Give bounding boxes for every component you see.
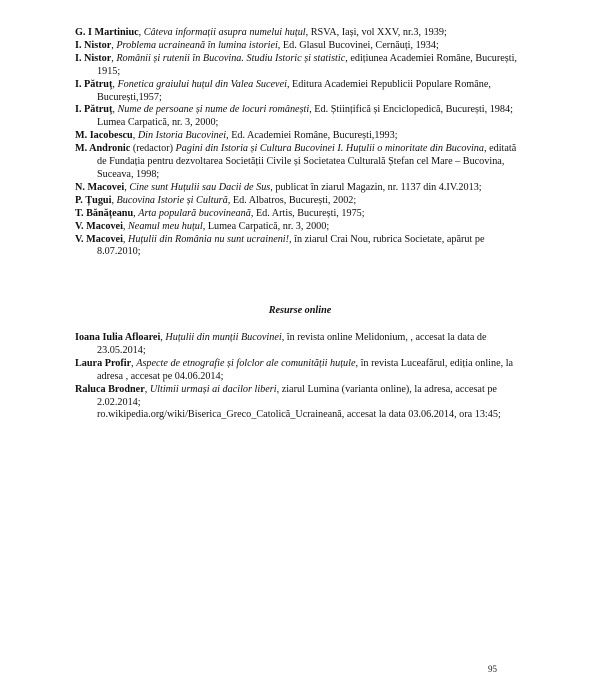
bibliography-entry: V. Macovei, Neamul meu huțul, Lumea Carpatică, nr. 3, 2000; (75, 220, 330, 232)
entry-details: , ziarul Lumina (varianta online), la adresa, accesat pe 2.02.2014; (97, 383, 497, 408)
bibliography-entry: V. Macovei, Huțulii din România nu sunt ucraineni!, în ziarul Crai Nou, rubrica Societate, apărut pe 8.07.2010; (75, 233, 485, 258)
entry-title: Aspecte de etnografie și folclor ale comunității huțule (136, 357, 356, 369)
entry-details: , Ed. Științifică și Enciclopedică, București, 1984; (309, 104, 513, 116)
entry-title: Arta populară bucovineană (138, 207, 251, 219)
entry-details: , în revista Luceafărul, ediția online, la adresa , accesat pe 04.06.2014; (97, 357, 514, 382)
entry-details: , Ed. Albatros, București, 2002; (227, 194, 357, 206)
entry-title: Neamul meu huțul (128, 220, 203, 232)
entry-author: Ioana Iulia Afloarei (75, 332, 161, 343)
entry-title: Cine sunt Huțulii sau Dacii de Sus (129, 181, 271, 193)
entry-details: , edițiunea Academiei Române, București, 1915; (97, 52, 517, 77)
entry-title: Pagini din Istoria și Cultura Bucovinei I. Huțulii o minoritate din Bucovina (175, 143, 484, 155)
entry-details: , în revista online Melidonium, , accesat la data de 23.05.2014; (97, 332, 487, 356)
entry-author: T. Bănățeanu (75, 207, 134, 219)
entry-title: Bucovina Istorie și Cultură (116, 194, 228, 206)
bibliography-list (75, 27, 525, 259)
bibliography-entry (75, 117, 525, 130)
entry-author: P. Țugui (75, 194, 112, 206)
entry-author: I. Nistor (75, 52, 112, 64)
entry-details: , publicat în ziarul Magazin, nr. 1137 din 4.IV.2013; (270, 181, 482, 193)
bibliography-entry: N. Macovei, Cine sunt Huțulii sau Dacii de Sus, publicat în ziarul Magazin, nr. 1137 din 4.IV.2013; (75, 181, 482, 193)
bibliography-entry: P. Țugui, Bucovina Istorie și Cultură, Ed. Albatros, București, 2002; (75, 194, 357, 206)
entry-author: I. Pătruț (75, 78, 113, 90)
entry-author: Laura Profir (75, 357, 132, 369)
online-resource-entry (75, 409, 525, 422)
entry-title: Huțulii din România nu sunt ucraineni! (128, 233, 290, 245)
section-heading: Resurse online (268, 305, 332, 316)
entry-author: M. Andronic (75, 143, 131, 155)
online-resources-list (75, 332, 525, 422)
entry-title: Ultimii urmași ai dacilor liberi (149, 383, 277, 395)
entry-title: Problema ucraineană în lumina istoriei (116, 39, 278, 51)
entry-author: G. I Martiniuc (75, 27, 139, 38)
entry-author: V. Macovei (75, 220, 123, 232)
entry-author: M. Iacobescu (75, 130, 133, 142)
bibliography-entry: I. Pătruț, Nume de persoane și nume de locuri românești, Ed. Științifică și Enciclopedică, București, 1984; (75, 104, 513, 116)
page-number: 95 (488, 664, 497, 674)
entry-author: I. Pătruț (75, 104, 113, 116)
entry-author: I. Nistor (75, 39, 112, 51)
bibliography-entry: I. Pătruț, Fonetica graiului huțul din Valea Sucevei, Editura Academiei Republicii Populare Române, București,1957; (75, 78, 491, 103)
bibliography-entry (75, 143, 525, 182)
online-resource-entry: Raluca Brodner, Ultimii urmași ai dacilor liberi, ziarul Lumina (varianta online), la adresa, accesat pe 2.02.2014; (75, 383, 497, 408)
entry-title: Fonetica graiului huțul din Valea Sucevei (117, 78, 287, 90)
entry-details: , Ed. Glasul Bucovinei, Cernăuți, 1934; (277, 39, 439, 51)
bibliography-entry: I. Nistor, Românii și rutenii în Bucovina. Studiu Istoric și statistic, edițiunea Academiei Române, București, 1915; (75, 52, 517, 77)
entry-title: Românii și rutenii în Bucovina. Studiu Istoric și statistic (116, 52, 346, 64)
bibliography-entry: M. Iacobescu, Din Istoria Bucovinei, Ed. Academiei Române, București,1993; (75, 130, 398, 142)
entry-author: V. Macovei (75, 233, 123, 245)
bibliography-entry: T. Bănățeanu, Arta populară bucovineană, Ed. Artis, București, 1975; (75, 207, 365, 219)
entry-details: ro.wikipedia.org/wiki/Biserica_Greco_Catolică_Ucraineană, accesat la data 03.06.2014, ora 13:45; (97, 409, 501, 421)
entry-details: , Lumea Carpatică, nr. 3, 2000; (202, 220, 330, 232)
online-resource-entry: Laura Profir, Aspecte de etnografie și folclor ale comunității huțule, în revista Luceafărul, ediția online, la adresa , accesat pe 04.06.2014; (75, 357, 514, 382)
entry-title: Din Istoria Bucovinei (137, 130, 227, 142)
entry-details: , Editura Academiei Republicii Populare Române, București,1957; (97, 78, 491, 103)
entry-details: , în ziarul Crai Nou, rubrica Societate, apărut pe 8.07.2010; (97, 233, 485, 258)
entry-details: Lumea Carpatică, nr. 3, 2000; (97, 117, 219, 129)
entry-details: , RSVA, Iași, vol XXV, nr.3, 1939; (305, 27, 447, 38)
entry-details: , Ed. Artis, București, 1975; (250, 207, 365, 219)
entry-details: , Ed. Academiei Române, București,1993; (226, 130, 398, 142)
entry-details: (redactor) (130, 143, 176, 155)
bibliography-entry: G. I Martiniuc, Câteva informații asupra numelui huțul, RSVA, Iași, vol XXV, nr.3, 1939; (75, 27, 447, 38)
entry-author: N. Macovei (75, 181, 125, 193)
entry-title: Huțulii din munții Bucovinei (165, 332, 282, 343)
entry-details: , editată de Fundația pentru dezvoltarea Societății Civile și Societatea Culturală Ștefan cel Mare – Bucovina, Suceava, 1998; (97, 143, 517, 180)
entry-author: Raluca Brodner (75, 383, 145, 395)
bibliography-entry: I. Nistor, Problema ucraineană în lumina istoriei, Ed. Glasul Bucovinei, Cernăuți, 1934; (75, 39, 439, 51)
online-resource-entry: Ioana Iulia Afloarei, Huțulii din munții Bucovinei, în revista online Melidonium, , accesat la data de 23.05.2014; (75, 332, 487, 356)
entry-title: Câteva informații asupra numelui huțul (143, 27, 306, 38)
entry-title: Nume de persoane și nume de locuri românești (117, 104, 310, 116)
